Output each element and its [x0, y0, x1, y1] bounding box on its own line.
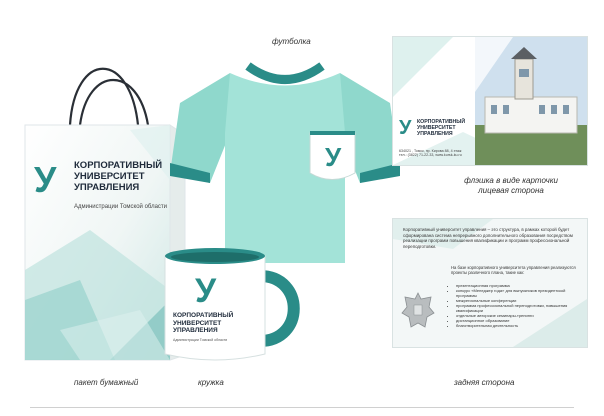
- bag-logo-line-2: УНИВЕРСИТЕТ: [74, 171, 145, 182]
- card-front-bg: [393, 37, 587, 165]
- card-front-line-3: УПРАВЛЕНИЯ: [417, 131, 453, 137]
- coat-of-arms-icon: [401, 291, 435, 331]
- mug-logo-icon: У: [195, 272, 217, 310]
- mug-logo-line-2: УНИВЕРСИТЕТ: [173, 319, 222, 327]
- logo-letter-icon: У: [34, 159, 57, 200]
- list-item: • конкурс «Менеджер года» для выпускников президентской программы: [456, 288, 586, 298]
- bag-logo-line-3: УПРАВЛЕНИЯ: [74, 182, 140, 193]
- bag-logo-subtitle: Администрации Томской области: [74, 204, 168, 210]
- pocket-logo-icon: У: [325, 142, 342, 172]
- list-item: • благотворительная деятельность: [456, 323, 586, 328]
- caption-bag: пакет бумажный: [74, 378, 139, 387]
- card-front-logo-icon: У: [399, 117, 412, 139]
- caption-tshirt: футболка: [272, 37, 311, 46]
- flash-card-front: [392, 36, 588, 166]
- list-item: • межрегиональные конференции: [456, 298, 586, 303]
- list-item: • презентационная программа: [456, 283, 586, 288]
- bag-logo-line-1: КОРПОРАТИВНЫЙ: [74, 160, 163, 171]
- mug: [160, 246, 320, 366]
- mug-logo-subtitle: Администрации Томской области: [173, 338, 228, 342]
- mug-illustration: [160, 246, 320, 366]
- mug-logo-line-1: КОРПОРАТИВНЫЙ: [173, 312, 234, 319]
- bag-logo: [34, 160, 184, 220]
- divider: [30, 407, 574, 408]
- card-front-contacts: тел.: (3822) 71-22-33, www.kursk-ku.ru: [399, 153, 462, 158]
- caption-flash-back: задняя сторона: [454, 378, 515, 387]
- card-front-line-1: КОРПОРАТИВНЫЙ: [417, 119, 466, 125]
- card-front-address: 634021 , Томск, пр. Кирова 88, 4 этаж: [399, 149, 462, 153]
- list-item: • отдельные авторские семинары-тренинги: [456, 313, 586, 318]
- caption-mug: кружка: [198, 378, 224, 387]
- card-back-intro: Корпоративный университет управления – это структура, в рамках которой будет сформирована система непрерывного дополнительного образования посредством реализации программ повышения квалификации и программ профессиональной переподготовки.: [403, 227, 573, 249]
- card-front-line-2: УНИВЕРСИТЕТ: [417, 125, 456, 131]
- card-back-project-list: [451, 283, 586, 328]
- flash-card-back: [392, 218, 588, 348]
- card-back-projects-title: На базе корпоративного университета управления реализуются проекты различного плана, такие как:: [451, 265, 576, 276]
- mug-logo-line-3: УПРАВЛЕНИЯ: [173, 327, 218, 334]
- list-item: • программа профессиональной переподготовки, повышения квалификации: [456, 303, 586, 313]
- tshirt-illustration: [170, 58, 400, 268]
- tshirt: [170, 58, 400, 268]
- list-item: • дистанционное образование: [456, 318, 586, 323]
- caption-flash-front: флэшка в виде карточки лицевая сторона: [464, 176, 558, 195]
